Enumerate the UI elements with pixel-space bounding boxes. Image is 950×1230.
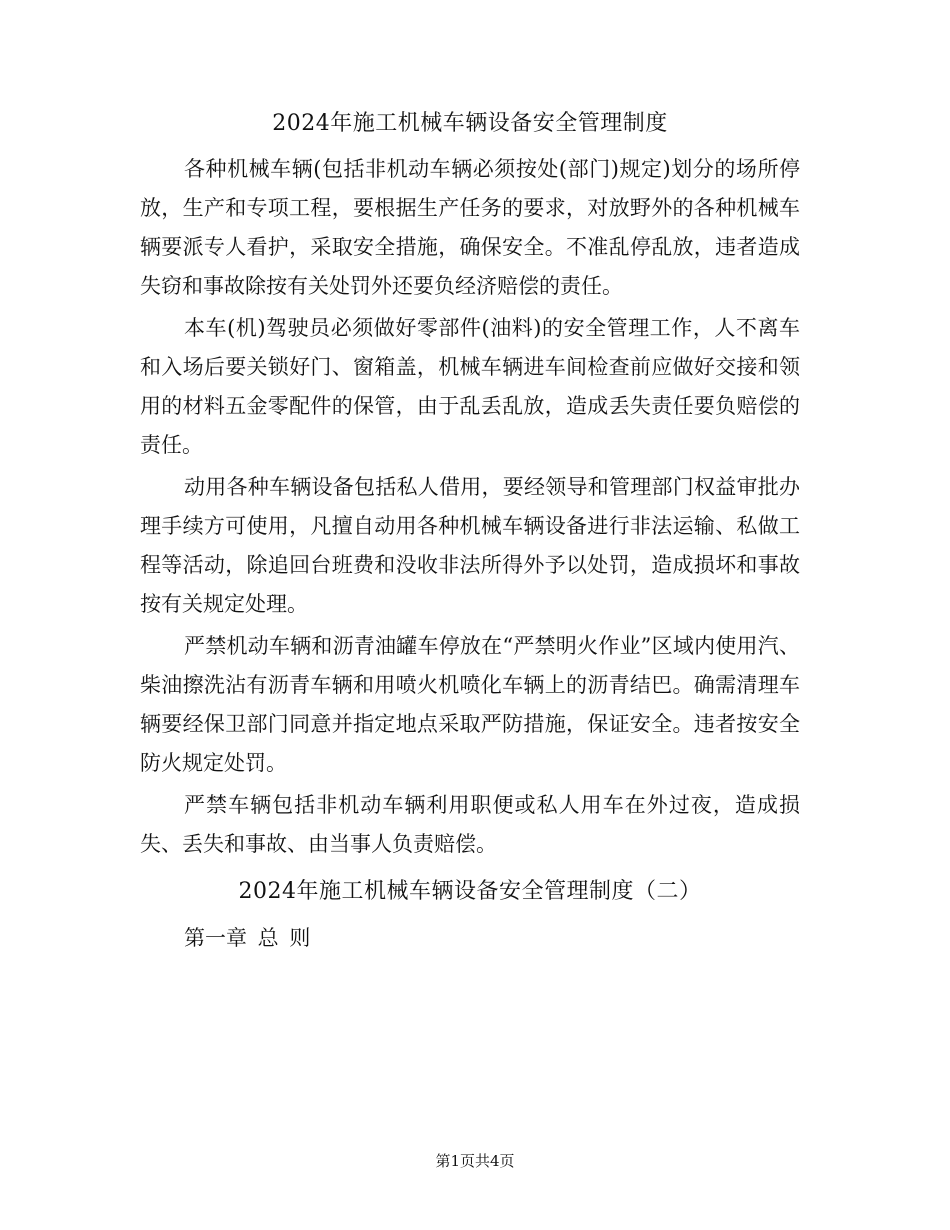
document-body <box>140 98 800 960</box>
section-2-title: 2024年施工机械车辆设备安全管理制度（二） <box>238 879 702 904</box>
paragraph-2: 本车(机)驾驶员必须做好零部件(油料)的安全管理工作，人不离车和入场后要关锁好门、窗箱盖，机械车辆进车间检查前应做好交接和领用的材料五金零配件的保管，由于乱丢乱放，造成丢失责任要负赔偿的责任。 <box>140 316 800 457</box>
document-title: 2024年施工机械车辆设备安全管理制度 <box>272 111 668 136</box>
paragraph-1: 各种机械车辆(包括非机动车辆必须按处(部门)规定)划分的场所停放，生产和专项工程，要根据生产任务的要求，对放野外的各种机械车辆要派专人看护，采取安全措施，确保安全。不准乱停乱放，违者造成失窃和事故除按有关处罚外还要负经济赔偿的责任。 <box>140 157 800 298</box>
paragraph-3: 动用各种车辆设备包括私人借用，要经领导和管理部门权益审批办理手续方可使用，凡擅自动用各种机械车辆设备进行非法运输、私做工程等活动，除追回台班费和没收非法所得外予以处罚，造成损坏和事故按有关规定处理。 <box>140 475 800 616</box>
paragraph-4: 严禁机动车辆和沥青油罐车停放在“严禁明火作业”区域内使用汽、柴油擦洗沾有沥青车辆和用喷火机喷化车辆上的沥青结巴。确需清理车辆要经保卫部门同意并指定地点采取严防措施，保证安全。违者按安全防火规定处罚。 <box>140 634 800 775</box>
paragraph-5: 严禁车辆包括非机动车辆利用职便或私人用车在外过夜，造成损失、丢失和事故、由当事人负责赔偿。 <box>140 793 800 856</box>
page-number-footer: 第1页共4页 <box>435 1152 515 1170</box>
chapter-heading: 第一章 总 则 <box>184 926 311 950</box>
